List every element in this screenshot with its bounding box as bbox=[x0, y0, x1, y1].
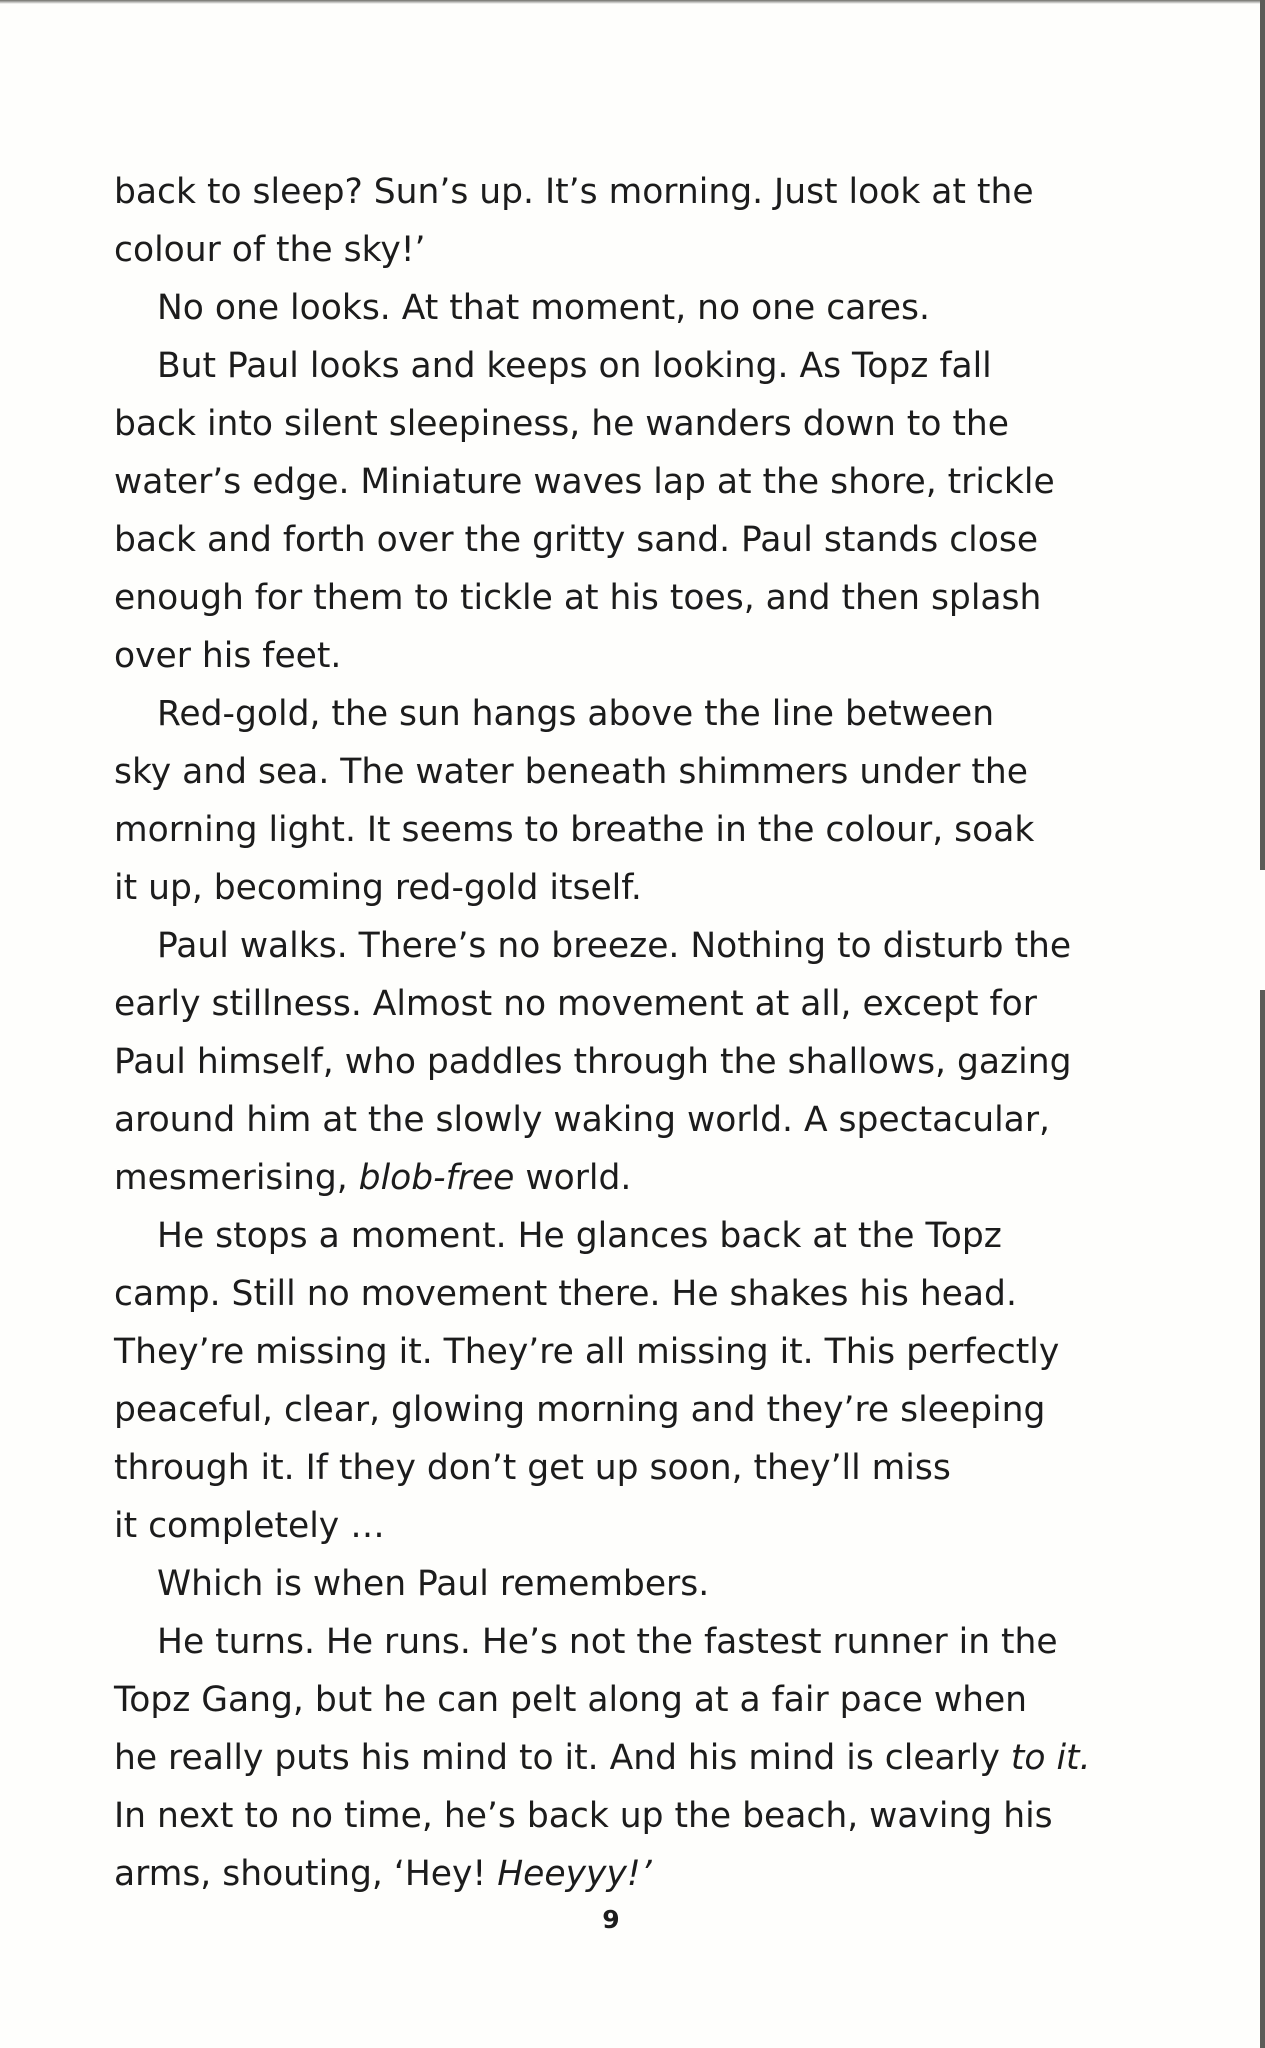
text-line: it up, becoming red-gold itself. bbox=[114, 868, 642, 908]
text-line bbox=[114, 1729, 1114, 1787]
text-run: he really puts his mind to it. And his mind is clearly bbox=[114, 1738, 1011, 1778]
text-line: back to sleep? Sun’s up. It’s morning. Just look at the bbox=[114, 172, 1034, 212]
text-line: colour of the sky!’ bbox=[114, 230, 426, 270]
italic-text: Heeyyy!’ bbox=[497, 1854, 652, 1894]
text-line: Topz Gang, but he can pelt along at a fair pace when bbox=[114, 1680, 1028, 1720]
text-line: peaceful, clear, glowing morning and they’re sleeping bbox=[114, 1390, 1046, 1430]
text-line: Paul himself, who paddles through the shallows, gazing bbox=[114, 1042, 1072, 1082]
text-line: around him at the slowly waking world. A spectacular, bbox=[114, 1100, 1050, 1140]
text-line: back into silent sleepiness, he wanders down to the bbox=[114, 404, 1010, 444]
text-line: water’s edge. Miniature waves lap at the shore, trickle bbox=[114, 462, 1055, 502]
text-line bbox=[114, 1149, 1114, 1207]
text-line: through it. If they don’t get up soon, they’ll miss bbox=[114, 1448, 951, 1488]
text-line: They’re missing it. They’re all missing it. This perfectly bbox=[114, 1332, 1060, 1372]
text-line bbox=[114, 1845, 1114, 1903]
page-top-edge bbox=[0, 0, 1265, 4]
text-line: enough for them to tickle at his toes, and then splash bbox=[114, 578, 1042, 618]
text-line: it completely … bbox=[114, 1506, 385, 1546]
text-line: early stillness. Almost no movement at all, except for bbox=[114, 984, 1037, 1024]
body-text bbox=[114, 163, 1114, 1903]
text-line: sky and sea. The water beneath shimmers under the bbox=[114, 752, 1028, 792]
italic-text: blob-free bbox=[358, 1158, 515, 1198]
page-number: 9 bbox=[602, 1905, 620, 1934]
page-right-edge bbox=[1260, 0, 1265, 2048]
text-line: No one looks. At that moment, no one cares. bbox=[157, 288, 930, 328]
text-line: camp. Still no movement there. He shakes his head. bbox=[114, 1274, 1017, 1314]
text-run: world. bbox=[514, 1158, 632, 1198]
text-line: over his feet. bbox=[114, 636, 342, 676]
text-line: In next to no time, he’s back up the beach, waving his bbox=[114, 1796, 1053, 1836]
text-line: morning light. It seems to breathe in the colour, soak bbox=[114, 810, 1035, 850]
text-line: Paul walks. There’s no breeze. Nothing to disturb the bbox=[157, 926, 1072, 966]
text-line: He stops a moment. He glances back at the Topz bbox=[157, 1216, 1002, 1256]
text-line: Red-gold, the sun hangs above the line between bbox=[157, 694, 995, 734]
text-line: back and forth over the gritty sand. Paul stands close bbox=[114, 520, 1039, 560]
text-run: arms, shouting, ‘Hey! bbox=[114, 1854, 498, 1894]
text-line: He turns. He runs. He’s not the fastest runner in the bbox=[157, 1622, 1058, 1662]
text-run: mesmerising, bbox=[114, 1158, 359, 1198]
italic-text: to it. bbox=[1010, 1738, 1091, 1778]
text-line: But Paul looks and keeps on looking. As Topz fall bbox=[157, 346, 992, 386]
text-line: Which is when Paul remembers. bbox=[157, 1564, 710, 1604]
